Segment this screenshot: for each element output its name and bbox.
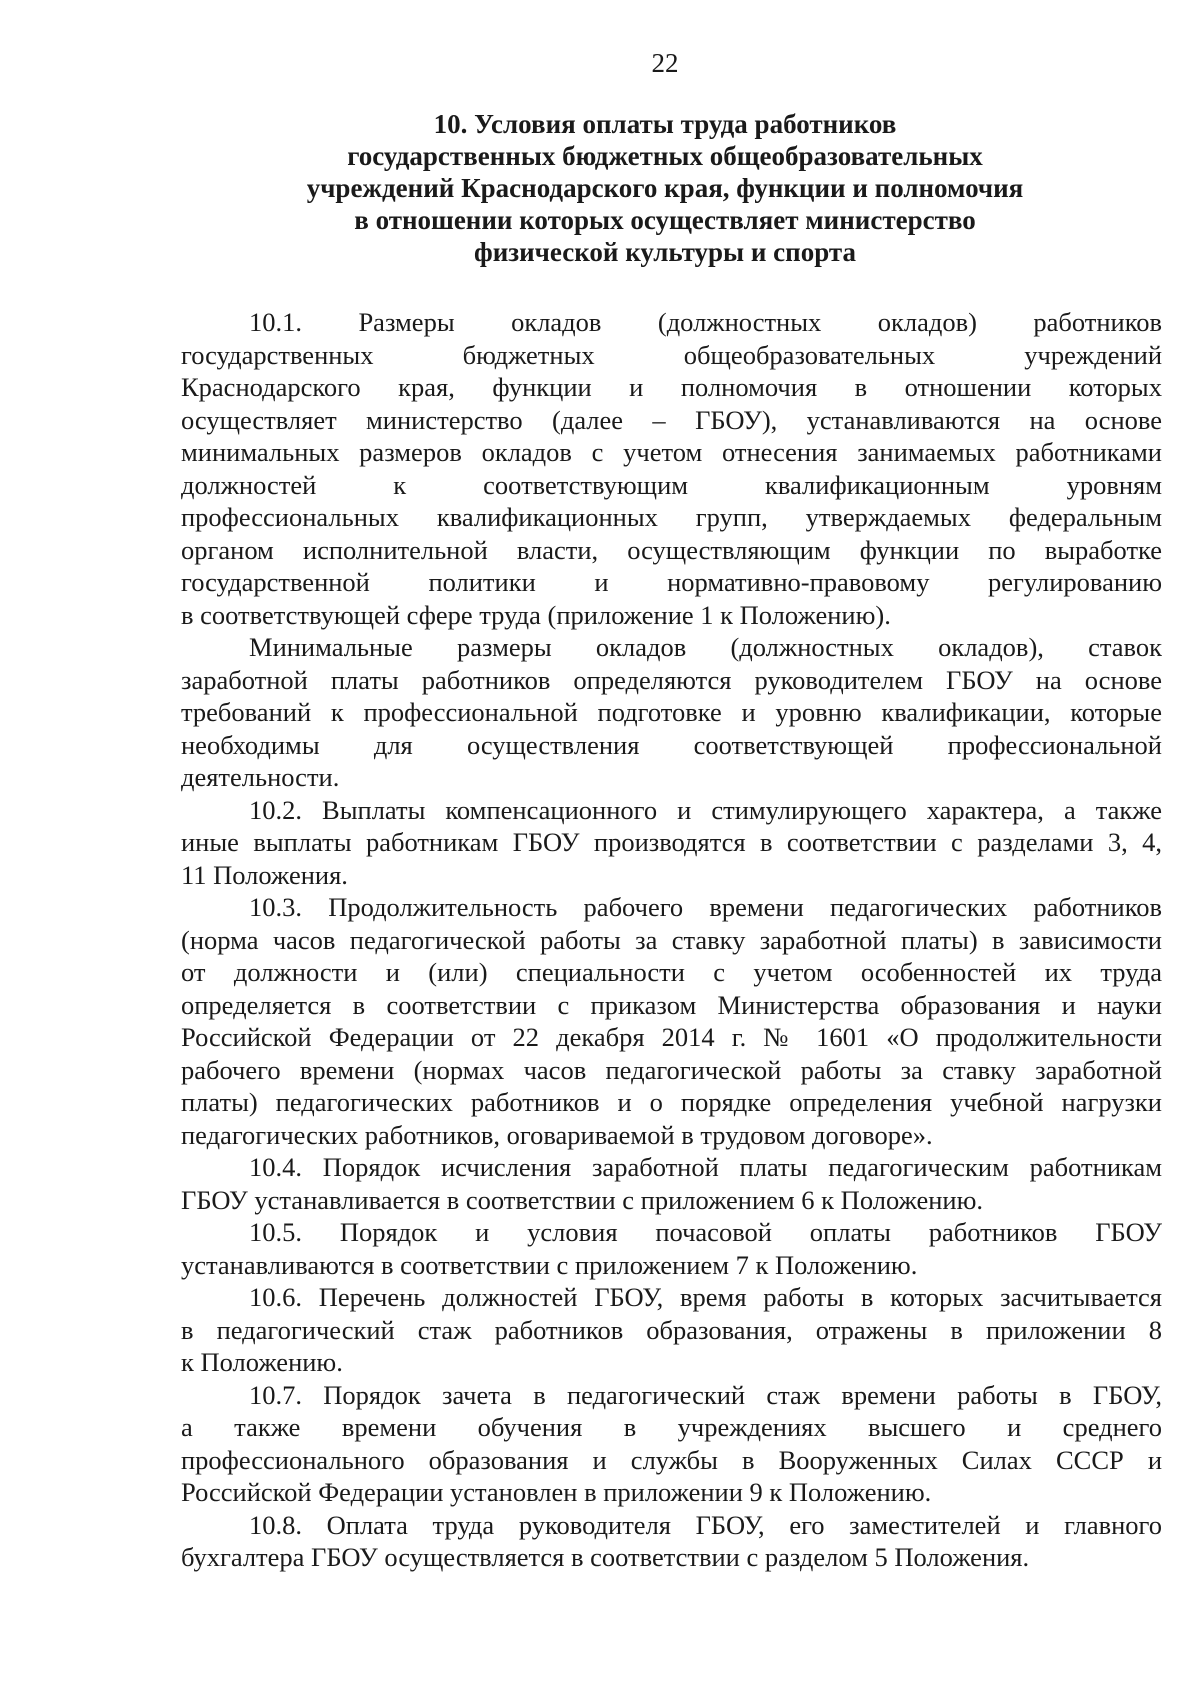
heading-line: государственных бюджетных общеобразовательных <box>347 141 983 171</box>
paragraph-line: в педагогический стаж работников образования, отражены в приложении 8 <box>181 1314 1162 1345</box>
paragraph-line: 10.2. Выплаты компенсационного и стимулирующего характера, а также <box>249 794 1162 825</box>
heading-line: в отношении которых осуществляет министерство <box>354 205 976 235</box>
paragraph-line: рабочего времени (нормах часов педагогической работы за ставку заработной <box>181 1054 1162 1085</box>
heading-line: физической культуры и спорта <box>474 237 856 267</box>
paragraph <box>181 1281 1162 1379</box>
paragraph-line: ГБОУ устанавливается в соответствии с приложением 6 к Положению. <box>181 1184 984 1215</box>
document-body <box>181 306 1162 1574</box>
paragraph-line: требований к профессиональной подготовке и уровню квалификации, которые <box>181 697 1162 727</box>
paragraph-line: к Положению. <box>181 1347 343 1377</box>
paragraph-line: в соответствующей сфере труда (приложение 1 к Положению). <box>181 599 891 630</box>
paragraph-line: профессиональных квалификационных групп, утверждаемых федеральным <box>181 502 1162 532</box>
paragraph-line: определяется в соответствии с приказом Министерства образования и науки <box>181 989 1162 1020</box>
paragraph <box>181 794 1162 892</box>
paragraph-line: 10.5. Порядок и условия почасовой оплаты работников ГБОУ <box>249 1217 1162 1247</box>
paragraph <box>181 631 1162 794</box>
paragraph-line: 10.1. Размеры окладов (должностных окладов) работников <box>249 307 1162 337</box>
paragraph-line: а также времени обучения в учреждениях высшего и среднего <box>181 1412 1162 1442</box>
paragraph <box>181 891 1162 1151</box>
paragraph-line: Российской Федерации установлен в приложении 9 к Положению. <box>181 1477 932 1507</box>
paragraph-line: платы) педагогических работников и о порядке определения учебной нагрузки <box>181 1087 1162 1117</box>
paragraph-line: 10.3. Продолжительность рабочего времени педагогических работников <box>249 892 1162 922</box>
paragraph-line: осуществляет министерство (далее – ГБОУ), устанавливаются на основе <box>181 404 1162 435</box>
paragraph-line: бухгалтера ГБОУ осуществляется в соответствии с разделом 5 Положения. <box>181 1542 1030 1572</box>
paragraph-line: 10.4. Порядок исчисления заработной платы педагогическим работникам <box>249 1152 1162 1182</box>
paragraph <box>181 1151 1162 1216</box>
paragraph-line: Минимальные размеры окладов (должностных окладов), ставок <box>249 632 1162 662</box>
paragraph-line: 10.8. Оплата труда руководителя ГБОУ, его заместителей и главного <box>249 1509 1162 1540</box>
paragraph-line: (норма часов педагогической работы за ставку заработной платы) в зависимости <box>181 924 1162 955</box>
paragraph-line: профессионального образования и службы в Вооруженных Силах СССР и <box>181 1444 1162 1475</box>
paragraph <box>181 1216 1162 1281</box>
paragraph-line: от должности и (или) специальности с учетом особенностей их труда <box>181 957 1162 987</box>
paragraph-line: иные выплаты работникам ГБОУ производятся в соответствии с разделами 3, 4, <box>181 827 1162 857</box>
heading-line: 10. Условия оплаты труда работников <box>433 109 897 139</box>
paragraph-line: 11 Положения. <box>181 859 348 890</box>
paragraph <box>181 306 1162 631</box>
paragraph-line: необходимы для осуществления соответствующей профессиональной <box>181 729 1162 760</box>
paragraph-line: государственных бюджетных общеобразовательных учреждений <box>181 339 1162 370</box>
paragraph-line: заработной платы работников определяются руководителем ГБОУ на основе <box>181 664 1162 695</box>
heading-line: учреждений Краснодарского края, функции и полномочия <box>306 173 1024 203</box>
paragraph-line: должностей к соответствующим квалификационным уровням <box>181 469 1162 500</box>
paragraph-line: педагогических работников, оговариваемой в трудовом договоре». <box>181 1119 933 1150</box>
paragraph-line: органом исполнительной власти, осуществляющим функции по выработке <box>181 534 1162 565</box>
paragraph-line: 10.7. Порядок зачета в педагогический стаж времени работы в ГБОУ, <box>249 1379 1162 1410</box>
paragraph-line: Краснодарского края, функции и полномочия в отношении которых <box>181 372 1162 402</box>
paragraph-line: государственной политики и нормативно-правовому регулированию <box>181 567 1162 597</box>
paragraph-line: устанавливаются в соответствии с приложением 7 к Положению. <box>181 1249 918 1280</box>
paragraph-line: деятельности. <box>181 762 340 792</box>
paragraph <box>181 1379 1162 1509</box>
paragraph-line: 10.6. Перечень должностей ГБОУ, время работы в которых засчитывается <box>249 1282 1162 1312</box>
page-number: 22 <box>651 48 679 78</box>
section-heading <box>0 108 1200 268</box>
paragraph <box>181 1509 1162 1574</box>
paragraph-line: Российской Федерации от 22 декабря 2014 г. № 1601 «О продолжительности <box>181 1022 1162 1052</box>
paragraph-line: минимальных размеров окладов с учетом отнесения занимаемых работниками <box>181 437 1162 467</box>
